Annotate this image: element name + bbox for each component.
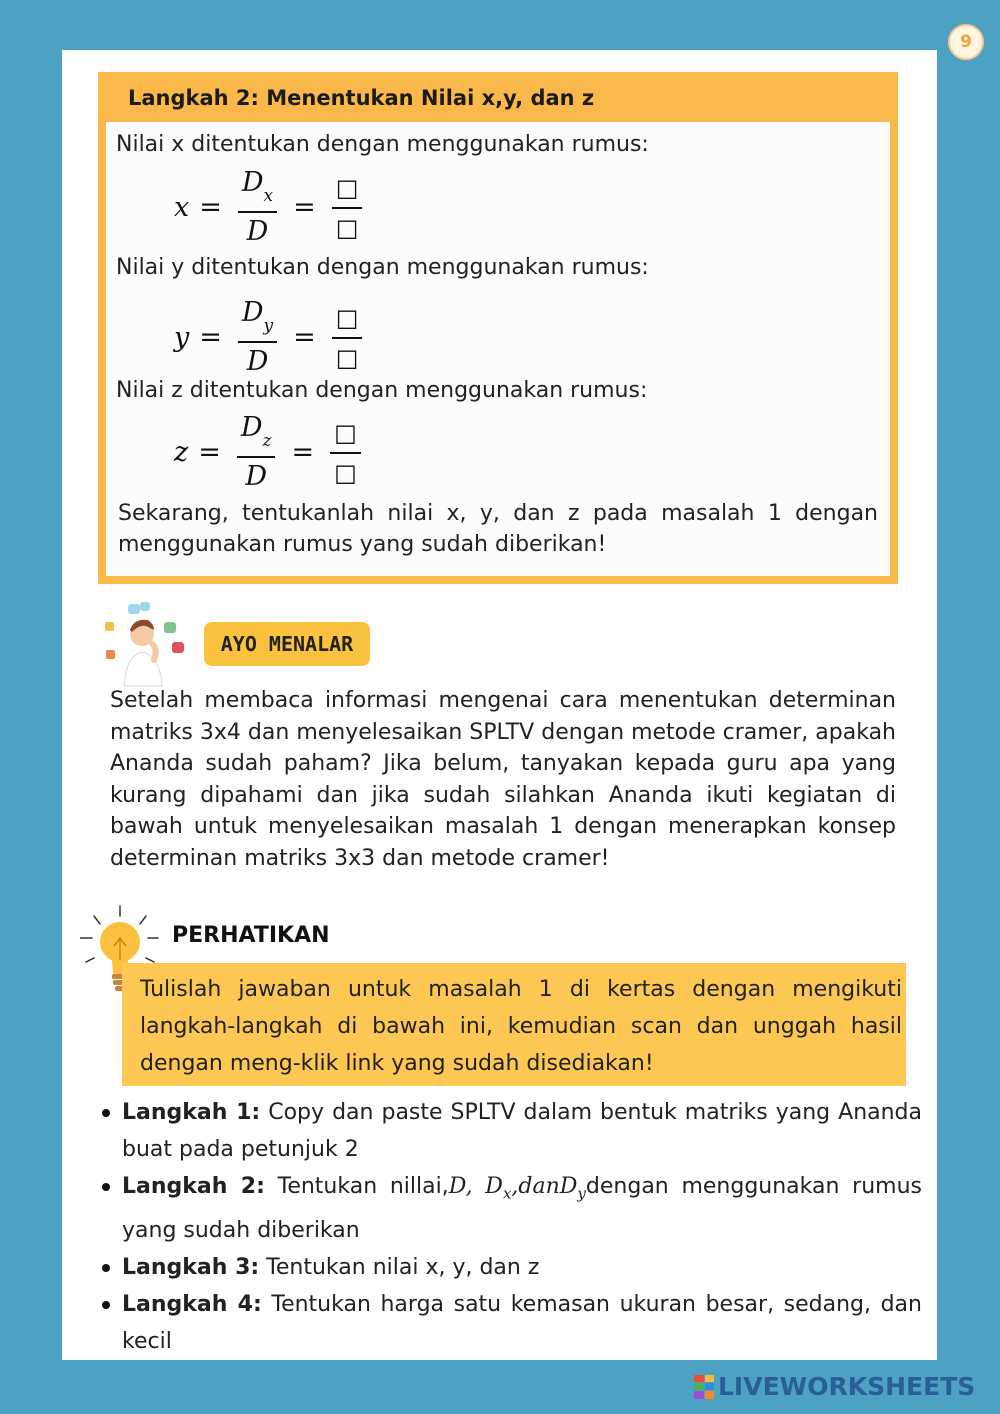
answer-fraction-z: [330, 414, 361, 492]
rule-x-text: Nilai x ditentukan dengan menggunakan rumus:: [116, 132, 649, 157]
liveworksheets-wordmark: LIVEWORKSHEETS: [718, 1372, 976, 1401]
answer-fraction-x: [332, 169, 363, 247]
fraction-denominator: D: [245, 461, 267, 493]
formula-y: [174, 294, 368, 381]
equals-sign: =: [199, 192, 222, 224]
answer-blank-denominator[interactable]: □: [335, 213, 359, 242]
fraction-dz-over-d: [237, 409, 276, 496]
equals-sign: =: [291, 437, 315, 469]
formula-x: [174, 164, 368, 251]
step-label: Langkah 3:: [122, 1255, 260, 1281]
steps-list: [102, 1094, 922, 1360]
formula-z-lhs: z: [174, 437, 189, 469]
step-label: Langkah 1:: [122, 1100, 261, 1125]
step-2-box: [98, 72, 898, 584]
answer-blank-denominator[interactable]: □: [335, 343, 359, 372]
rule-y-text: Nilai y ditentukan dengan menggunakan rumus:: [116, 255, 649, 280]
liveworksheets-logo[interactable]: [694, 1372, 975, 1401]
math-subscript: y: [577, 1184, 586, 1203]
fraction-numerator: D: [241, 167, 264, 198]
perhatikan-title: PERHATIKAN: [172, 923, 330, 948]
formula-x-lhs: x: [174, 192, 190, 224]
math-part: D, D: [448, 1174, 503, 1199]
worksheet-page: [62, 50, 937, 1360]
rule-z-text: Nilai z ditentukan dengan menggunakan rumus:: [116, 378, 648, 403]
step-text: dengan menggunakan rumus yang sudah diberikan: [122, 1174, 922, 1244]
thinking-student-icon: [102, 600, 192, 690]
step-text: Tentukan nillai,: [264, 1174, 449, 1199]
fraction-denominator: D: [246, 216, 269, 248]
step-2-title: Langkah 2: Menentukan Nilai x,y, dan z: [128, 86, 595, 110]
step-text: Tentukan nilai x, y, dan z: [259, 1255, 540, 1281]
step-2-instruction: Sekarang, tentukanlah nilai x, y, dan z pada masalah 1 dengan menggunakan rumus yang sudah diberikan!: [118, 501, 878, 557]
step-text: Tentukan harga satu kemasan ukuran besar, sedang, dan kecil: [122, 1292, 922, 1355]
answer-fraction-y: [332, 299, 363, 377]
answer-blank-denominator[interactable]: □: [334, 458, 357, 487]
equals-sign: =: [198, 437, 221, 469]
step-math: [448, 1174, 586, 1203]
ayo-menalar-text: Setelah membaca informasi mengenai cara menentukan determinan matriks 3x4 dan menyelesaikan SPLTV dengan metode cramer, apakah Ananda sudah paham? Jika belum, tanyakan kepada guru apa yang kurang dipahami dan jika sudah silahkan Ananda ikuti kegiatan di bawah untuk menyelesaikan masalah 1 dengan menerapkan konsep determinan matriks 3x3 dan metode cramer!: [110, 688, 896, 871]
answer-blank-numerator[interactable]: □: [335, 303, 359, 332]
answer-blank-numerator[interactable]: □: [335, 173, 359, 202]
perhatikan-note-text: Tulislah jawaban untuk masalah 1 di kertas dengan mengikuti langkah-langkah di bawah ini, kemudian scan dan unggah hasil dengan meng-klik link yang sudah disediakan!: [140, 977, 902, 1076]
list-item: [102, 1168, 922, 1249]
perhatikan-note-box: [122, 963, 906, 1086]
step-label: Langkah 4:: [122, 1292, 262, 1318]
equals-sign: =: [293, 322, 316, 354]
answer-blank-numerator[interactable]: □: [334, 418, 357, 447]
math-subscript: x: [502, 1184, 512, 1203]
list-item: [102, 1286, 922, 1360]
step-text: Copy dan paste SPLTV dalam bentuk matriks yang Ananda buat pada petunjuk 2: [122, 1100, 923, 1162]
ayo-menalar-badge: AYO MENALAR: [204, 622, 370, 666]
liveworksheets-mark-icon: [694, 1375, 714, 1399]
list-item: [102, 1094, 922, 1168]
equals-sign: =: [293, 192, 316, 224]
formula-z: [174, 409, 367, 496]
subscript: x: [263, 186, 274, 207]
step-label: Langkah 2:: [122, 1174, 265, 1199]
fraction-numerator: D: [240, 412, 263, 443]
fraction-dx-over-d: [238, 164, 277, 251]
formula-y-lhs: y: [174, 322, 190, 354]
subscript: z: [262, 431, 272, 452]
fraction-dy-over-d: [238, 294, 277, 381]
fraction-numerator: D: [241, 297, 264, 328]
list-item: [102, 1249, 922, 1286]
page-number: 9: [948, 24, 984, 60]
equals-sign: =: [199, 322, 222, 354]
subscript: y: [263, 316, 274, 337]
step-2-content: [106, 122, 890, 576]
math-part: ,danD: [511, 1174, 578, 1199]
fraction-denominator: D: [246, 346, 269, 378]
